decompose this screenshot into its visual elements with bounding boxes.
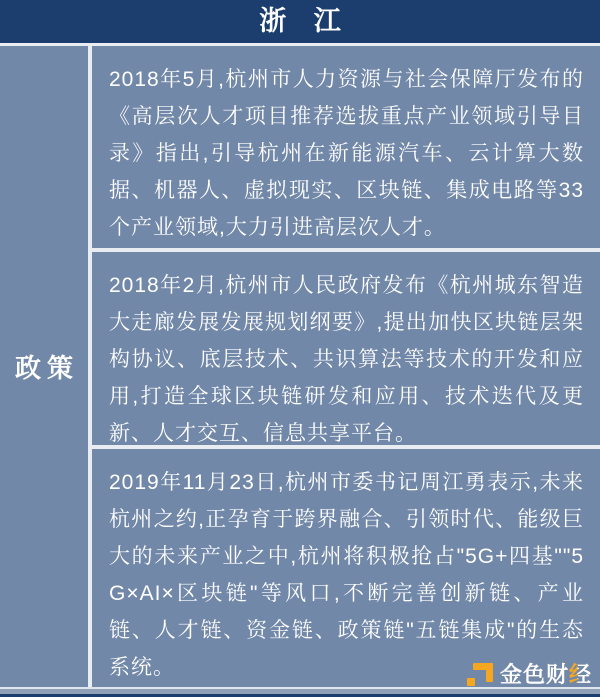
logo-text-white: 金色财 [499,661,569,687]
logo-text-accent: 经 [568,661,592,687]
page-title: 浙 江 [259,6,351,36]
jinse-finance-logo [467,662,592,687]
policy-text: 2018年2月,杭州市人民政府发布《杭州城东智造大走廊发展发展规划纲要》,提出加快区块链层架构协议、底层技术、共识算法等技术的开发和应用,打造全球区块链研发和应用、技术迭代及更新、人才交互、信息共享平台。 [109,274,584,445]
header-bar [0,0,600,46]
bottom-edge-strip [0,687,600,694]
row-label: 政策 [14,353,79,383]
policy-cell-2019-11 [92,449,600,687]
policy-text: 2019年11月23日,杭州市委书记周江勇表示,未来杭州之约,正孕育于跨界融合、引领时代、能级巨大的未来产业之中,杭州将积极抢占"5G+四基""5G×AI×区块链"等风口,不断完善创新链、产业链、人才链、资金链、政策链"五链集成"的生态系统。 [109,471,584,679]
jinse-logo-text [499,661,592,687]
policy-cell-2018-05 [92,46,600,252]
policy-column [92,46,600,687]
policy-text: 2018年5月,杭州市人力资源与社会保障厅发布的《高层次人才项目推荐选拔重点产业领域引导目录》指出,引导杭州在新能源汽车、云计算大数据、机器人、虚拟现实、区块链、集成电路等33个产业领域,大力引进高层次人才。 [109,68,584,239]
jinse-logo-icon [467,662,493,687]
row-label-cell [0,46,92,687]
policy-cell-2018-02 [92,252,600,449]
policy-table [0,46,600,687]
